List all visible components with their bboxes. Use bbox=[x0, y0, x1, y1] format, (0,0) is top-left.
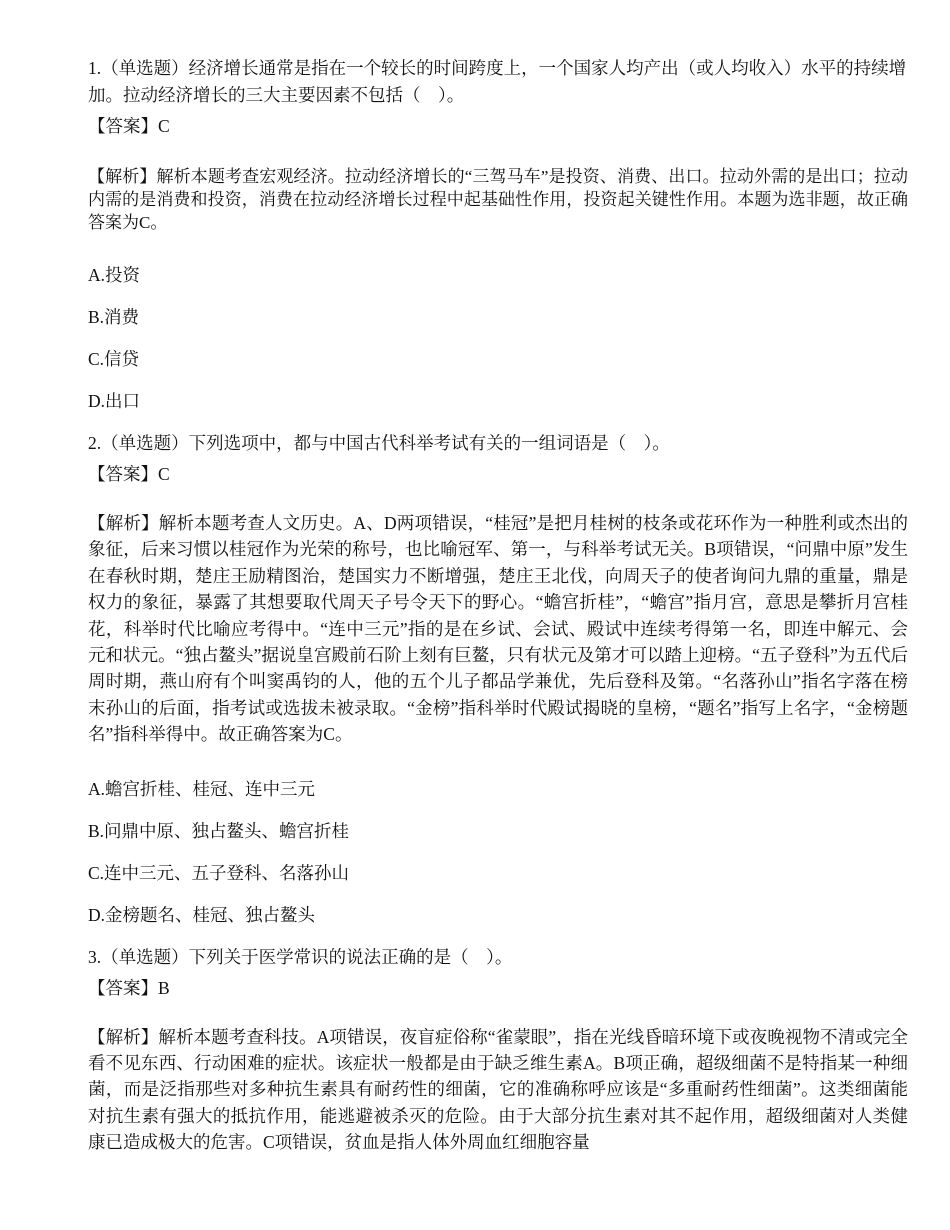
option-b: B.消费 bbox=[88, 307, 140, 327]
analysis-paragraph: 【解析】解析本题考查宏观经济。拉动经济增长的“三驾马车”是投资、消费、出口。拉动外需的是出口；拉动内需的是消费和投资，消费在拉动经济增长过程中起基础性作用，投资起关键性作用。本题为选非题，故正确答案为C。 bbox=[88, 167, 908, 232]
answer-line: 【答案】C bbox=[88, 116, 170, 136]
question-stem: 1.（单选题）经济增长通常是指在一个较长的时间跨度上，一个国家人均产出（或人均收入）水平的持续增加。拉动经济增长的三大主要因素不包括（ ）。 bbox=[88, 58, 907, 105]
option-b: B.问鼎中原、独占鳌头、蟾宫折桂 bbox=[88, 820, 350, 841]
option-a: A.蟾宫折桂、桂冠、连中三元 bbox=[88, 778, 316, 799]
option-list bbox=[88, 262, 908, 415]
question-2 bbox=[88, 430, 908, 929]
answer-line: 【答案】C bbox=[88, 464, 170, 484]
option-d: D.出口 bbox=[88, 391, 141, 411]
question-stem: 2.（单选题）下列选项中，都与中国古代科举考试有关的一组词语是（ ）。 bbox=[88, 433, 670, 453]
question-1 bbox=[88, 55, 908, 415]
question-3 bbox=[88, 944, 908, 1156]
analysis-paragraph: 【解析】解析本题考查科技。A项错误，夜盲症俗称“雀蒙眼”，指在光线昏暗环境下或夜晚视物不清或完全看不见东西、行动困难的症状。该症状一般都是由于缺乏维生素A。B项正确，超级细菌不是特指某一种细菌，而是泛指那些对多种抗生素具有耐药性的细菌，它的准确称呼应该是“多重耐药性细菌”。这类细菌能对抗生素有强大的抵抗作用，能逃避被杀灭的危险。由于大部分抗生素对其不起作用，超级细菌对人类健康已造成极大的危害。C项错误，贫血是指人体外周血红细胞容量 bbox=[88, 1026, 908, 1153]
option-c: C.信贷 bbox=[88, 349, 140, 369]
question-stem: 3.（单选题）下列关于医学常识的说法正确的是（ ）。 bbox=[88, 946, 513, 967]
option-c: C.连中三元、五子登科、名落孙山 bbox=[88, 862, 350, 883]
question-list bbox=[88, 55, 908, 1156]
analysis-paragraph: 【解析】解析本题考查人文历史。A、D两项错误，“桂冠”是把月桂树的枝条或花环作为一种胜利或杰出的象征，后来习惯以桂冠作为光荣的称号，也比喻冠军、第一，与科举考试无关。B项错误，“问鼎中原”发生在春秋时期，楚庄王励精图治，楚国实力不断增强，楚庄王北伐，向周天子的使者询问九鼎的重量，鼎是权力的象征，暴露了其想要取代周天子号令天下的野心。“蟾宫折桂”，“蟾宫”指月宫，意思是攀折月宫桂花，科举时代比喻应考得中。“连中三元”指的是在乡试、会试、殿试中连续考得第一名，即连中解元、会元和状元。“独占鳌头”据说皇宫殿前石阶上刻有巨鳌，只有状元及第才可以踏上迎榜。“五子登科”为五代后周时期，燕山府有个叫窦禹钧的人，他的五个儿子都品学兼优，先后登科及第。“名落孙山”指名字落在榜末孙山的后面，指考试或选拔未被录取。“金榜”指科举时代殿试揭晓的皇榜，“题名”指写上名字，“金榜题名”指科举得中。故正确答案为C。 bbox=[88, 513, 908, 745]
option-d: D.金榜题名、桂冠、独占鳌头 bbox=[88, 904, 316, 925]
answer-line: 【答案】B bbox=[88, 977, 170, 998]
option-a: A.投资 bbox=[88, 265, 141, 285]
option-list bbox=[88, 776, 908, 929]
